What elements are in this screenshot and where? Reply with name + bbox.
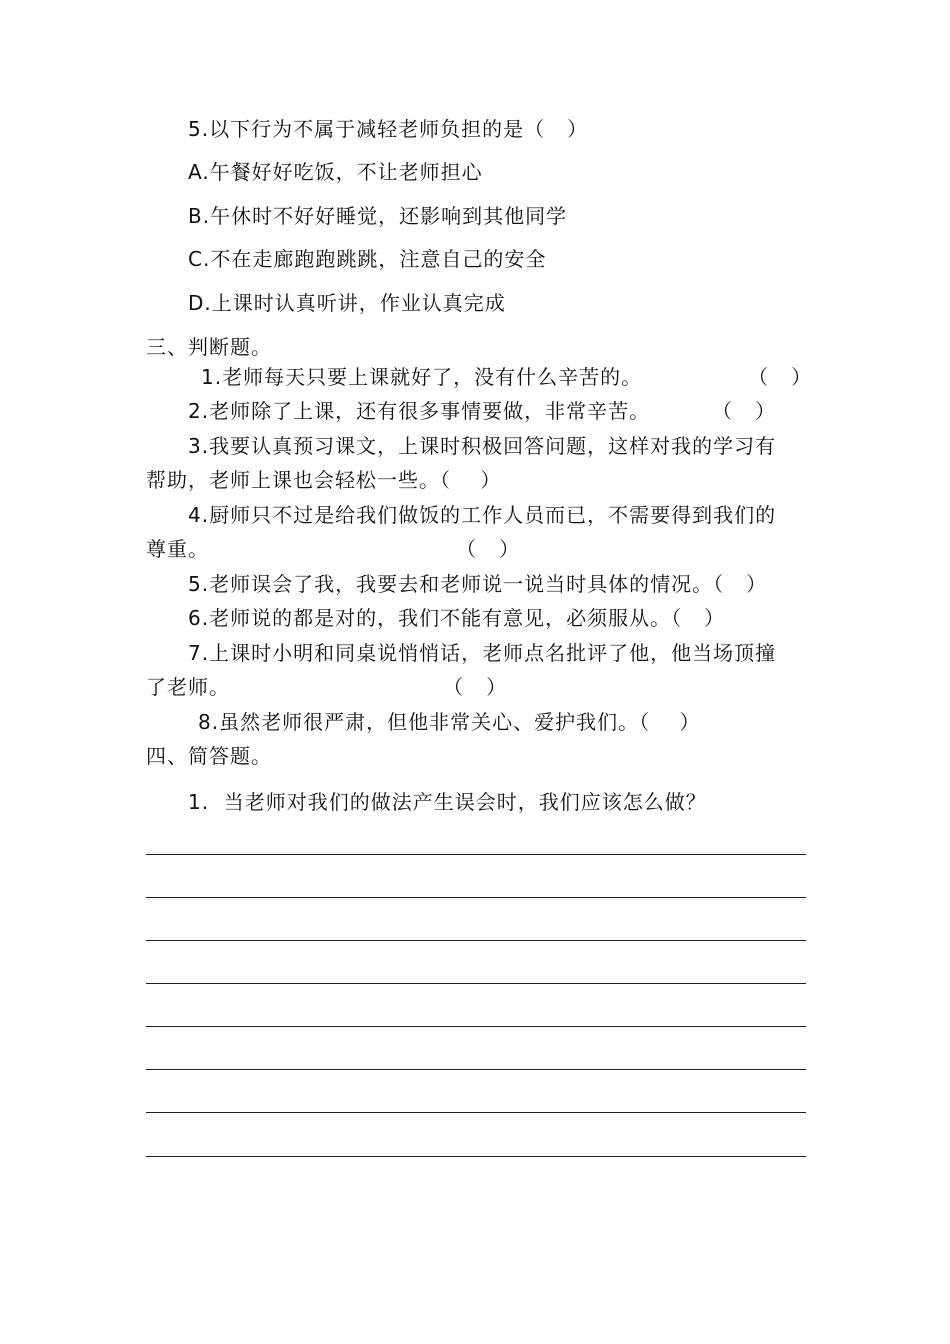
tf-question-3-line-1: 3.我要认真预习课文，上课时积极回答问题，这样对我的学习有 — [188, 434, 777, 458]
answer-line — [146, 854, 806, 855]
tf-question-1: 1.老师每天只要上课就好了，没有什么辛苦的。 — [201, 365, 643, 389]
tf-answer-blank-2: （ ） — [712, 399, 777, 423]
tf-answer-blank-7: （ ） — [443, 675, 508, 699]
mc-option-b: B.午休时不好好睡觉，还影响到其他同学 — [188, 204, 568, 228]
mc-option-c: C.不在走廊跑跑跳跳，注意自己的安全 — [188, 247, 547, 271]
answer-line — [146, 983, 806, 984]
mc-question-5: 5.以下行为不属于减轻老师负担的是（ ） — [188, 117, 589, 141]
tf-question-8: 8.虽然老师很严肃，但他非常关心、爱护我们。（ ） — [198, 710, 701, 734]
section-heading-short-answer: 四、简答题。 — [146, 744, 272, 768]
tf-question-6: 6.老师说的都是对的，我们不能有意见，必须服从。（ ） — [188, 606, 726, 630]
sa-question-1: 1. 当老师对我们的做法产生误会时，我们应该怎么做？ — [188, 790, 707, 814]
section-heading-true-false: 三、判断题。 — [146, 335, 272, 359]
mc-option-d: D.上课时认真听讲，作业认真完成 — [188, 291, 506, 315]
answer-line — [146, 940, 806, 941]
answer-line — [146, 897, 806, 898]
tf-answer-blank-4: （ ） — [456, 537, 521, 561]
tf-question-2: 2.老师除了上课，还有很多事情要做，非常辛苦。 — [188, 399, 651, 423]
tf-question-7-line-2: 了老师。 — [146, 675, 230, 699]
tf-question-7-line-1: 7.上课时小明和同桌说悄悄话，老师点名批评了他，他当场顶撞 — [188, 641, 777, 665]
answer-line — [146, 1112, 806, 1113]
tf-question-3-line-2: 帮助，老师上课也会轻松一些。（ ） — [146, 468, 502, 492]
answer-line — [146, 1069, 806, 1070]
answer-line — [146, 1026, 806, 1027]
mc-option-a: A.午餐好好吃饭，不让老师担心 — [188, 160, 483, 184]
tf-question-5: 5.老师误会了我，我要去和老师说一说当时具体的情况。（ ） — [188, 572, 768, 596]
tf-answer-blank-1: （ ） — [748, 365, 813, 389]
tf-question-4-line-2: 尊重。 — [146, 537, 209, 561]
tf-question-4-line-1: 4.厨师只不过是给我们做饭的工作人员而已，不需要得到我们的 — [188, 503, 777, 527]
answer-line — [146, 1156, 806, 1157]
